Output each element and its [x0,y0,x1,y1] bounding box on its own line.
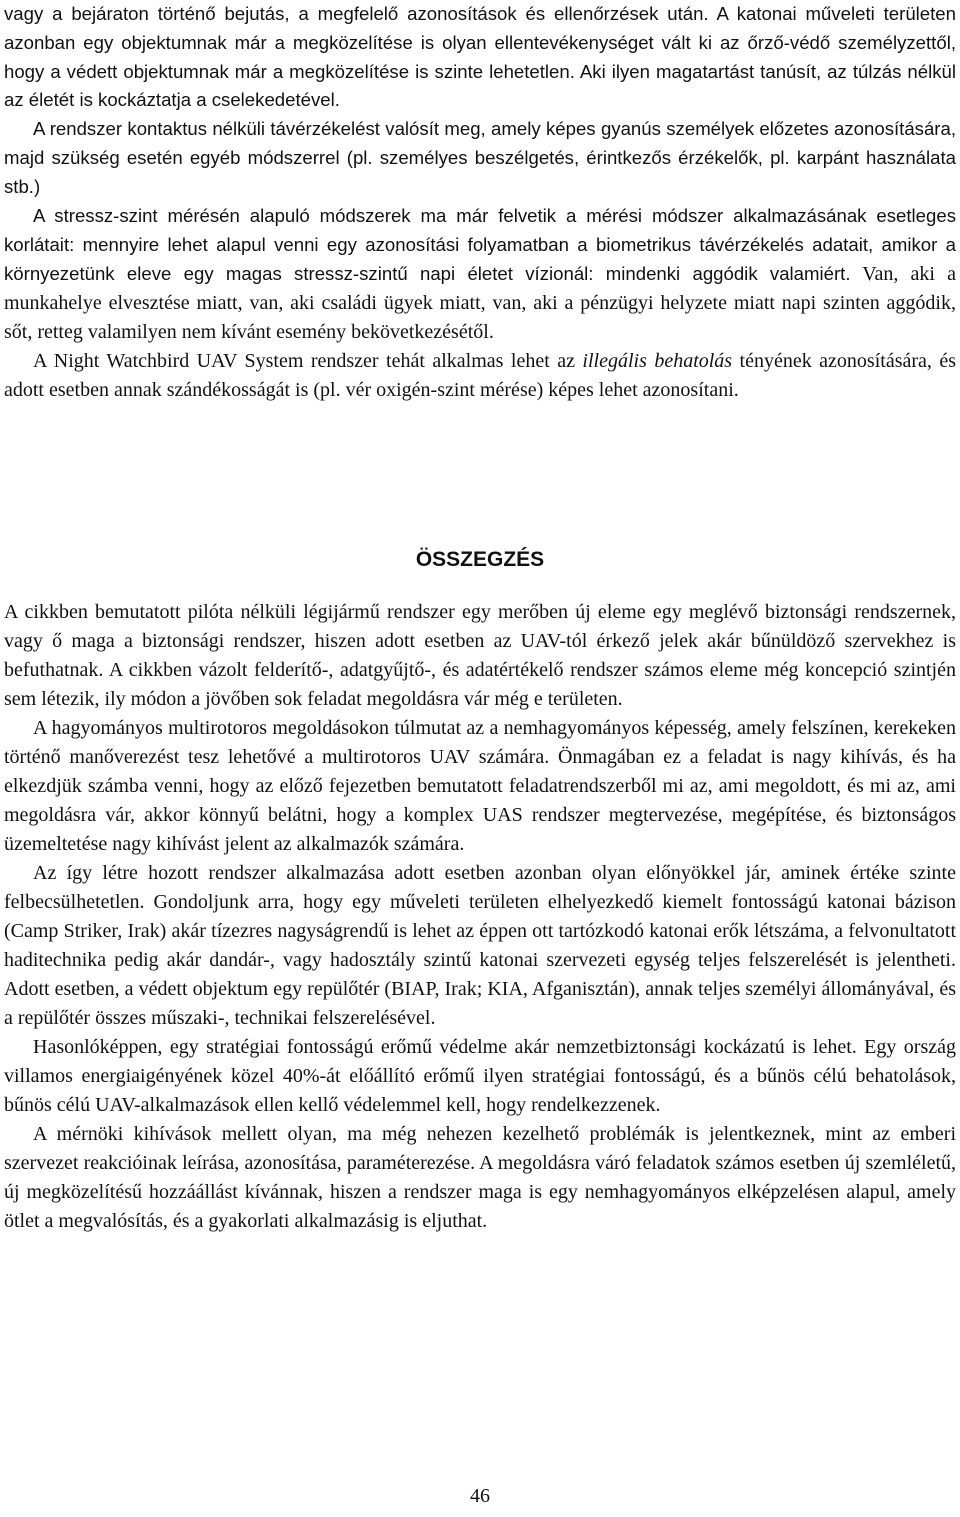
document-body [4,0,956,405]
paragraph-stress-tail: Van, aki a munkahelye elvesztése miatt, van, aki családi ügyek miatt, van, aki a pénzügyi helyzete miatt napi szinten aggódik, sőt, retteg valamilyen nem kívánt esemény bekövetkezésétől. [4,262,956,343]
paragraph-nw-after: tényének azonosítására, és adott esetben annak szándékosságát is (pl. vér oxigén-szint mérése) képes lehet azonosítani. [4,349,957,401]
paragraph-stress-first: A stressz-szint mérésén alapuló módszerek ma már felvetik a mérési módszer alkalmazásának esetleges korlátait: mennyire lehet alapul venni egy azonosítási folyamatban a biometrikus távérzékelés adatait, amikor a környezetünk eleve egy magas stressz-szintű napi életet vízionál: mindenki aggódik valamiért. [4,204,956,284]
paragraph-stress [4,202,956,347]
page-number: 46 [470,1485,490,1507]
summary-paragraph-5: A mérnöki kihívások mellett olyan, ma még nehezen kezelhető problémák is jelentkeznek, mint az emberi szervezet reakcióinak leírása, azonosítása, paraméterezése. A megoldásra váró feladatok számos esetben új szemléletű, új megközelítésű hozzáállást kívánnak, hiszen a rendszer maga is egy nemhagyományos elképzelésen alapul, amely ötlet a megvalósítás, és a gyakorlati alkalmazásig is eljuthat. [4,1123,956,1232]
paragraph-night-watchbird [4,347,956,405]
section-heading: ÖSSZEGZÉS [415,548,545,571]
paragraph-intro: vagy a bejáraton történő bejutás, a megfelelő azonosítások és ellenőrzések után. A katonai műveleti területen azonban egy objektumnak már a megközelítése is olyan ellentevékenységet vált ki az őrző-védő személyzettől, hogy a védett objektumnak már a megközelítése is szinte lehetetlen. Aki ilyen magatartást tanúsít, az túlzás nélkül az életét is kockáztatja a cselekedetével. [4,3,956,111]
paragraph-system: A rendszer kontaktus nélküli távérzékelést valósít meg, amely képes gyanús személyek előzetes azonosítására, majd szükség esetén egyéb módszerrel (pl. személyes beszélgetés, érintkezős érzékelők, pl. karpánt használata stb.) [4,118,956,197]
paragraph-nw-before: A Night Watchbird UAV System rendszer tehát alkalmas lehet az [33,349,583,372]
summary-section [4,598,956,1236]
summary-paragraph-4: Hasonlóképpen, egy stratégiai fontosságú erőmű védelme akár nemzetbiztonsági kockázatú is lehet. Egy ország villamos energiaigényének közel 40%-át előállító erőmű ilyen stratégiai fontosságú, és a bűnös célú behatolások, bűnös célú UAV-alkalmazások ellen kellő védelemmel kell, hogy rendelkezzenek. [4,1036,956,1116]
summary-paragraph-3: Az így létre hozott rendszer alkalmazása adott esetben azonban olyan előnyökkel jár, aminek értéke szinte felbecsülhetetlen. Gondoljunk arra, hogy egy műveleti területen elhelyezkedő kiemelt fontosságú katonai bázison (Camp Striker, Irak) akár tízezres nagyságrendű is lehet az éppen ott tartózkodó katonai erők létszáma, a felvonultatott haditechnika pedig akár dandár-, vagy hadosztály szintű katonai szervezeti egység teljes felszerelését is jelentheti. Adott esetben, a védett objektum egy repülőtér (BIAP, Irak; KIA, Afganisztán), annak teljes személyi állományával, és a repülőtér összes műszaki-, technikai felszerelésével. [4,862,956,1029]
summary-paragraph-1: A cikkben bemutatott pilóta nélküli légijármű rendszer egy merőben új eleme egy meglévő biztonsági rendszernek, vagy ő maga a biztonsági rendszer, hiszen adott esetben az UAV-tól érkező jelek akár bűnüldöző szervekhez is befuthatnak. A cikkben vázolt felderítő-, adatgyűjtő-, és adatértékelő rendszer számos eleme még koncepció szintjén sem létezik, ily módon a jövőben sok feladat megoldásra vár még e területen. [4,601,956,710]
summary-paragraph-2: A hagyományos multirotoros megoldásokon túlmutat az a nemhagyományos képesség, amely felszínen, kerekeken történő manőverezést tesz lehetővé a multirotoros UAV számára. Önmagában ez a feladat is nagy kihívás, és ha elkezdjük számba venni, hogy az előző fejezetben bemutatott feladatrendszerből mi az, ami megoldott, és mi az, ami megoldásra vár, akkor könnyű belátni, hogy a komplex UAS rendszer megtervezése, megépítése, és biztonságos üzemeltetése nagy kihívást jelent az alkalmazók számára. [4,717,956,855]
paragraph-nw-emphasis: illegális behatolás [582,349,733,372]
